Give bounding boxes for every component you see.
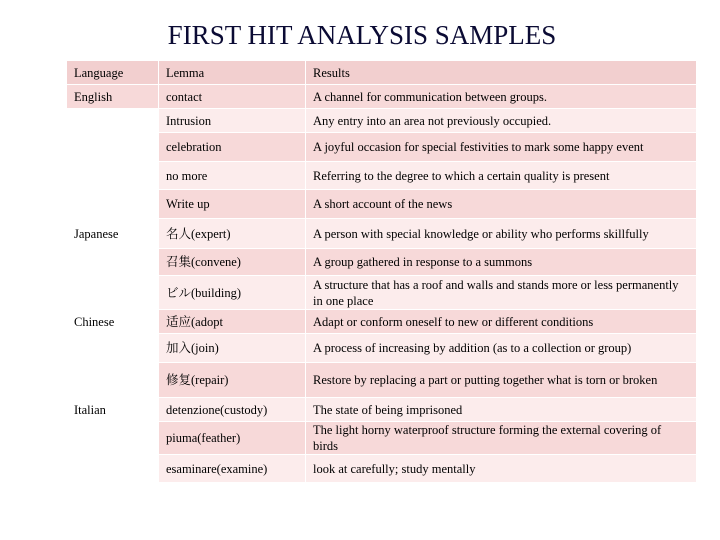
cell-lemma: Write up <box>159 190 306 219</box>
cell-lemma: 名人(expert) <box>159 219 306 249</box>
cell-language <box>67 334 159 363</box>
cell-result: Referring to the degree to which a certain quality is present <box>306 162 697 190</box>
cell-lemma: detenzione(custody) <box>159 398 306 422</box>
cell-lemma: piuma(feather) <box>159 422 306 455</box>
table-row <box>67 276 697 310</box>
cell-language: Chinese <box>67 310 159 334</box>
cell-lemma: esaminare(examine) <box>159 455 306 483</box>
table-header-row <box>67 61 697 85</box>
cell-lemma: 修复(repair) <box>159 363 306 398</box>
cell-language: English <box>67 85 159 109</box>
table-row <box>67 310 697 334</box>
cell-result: Adapt or conform oneself to new or different conditions <box>306 310 697 334</box>
cell-language <box>67 162 159 190</box>
cell-language <box>67 249 159 276</box>
cell-result: The light horny waterproof structure forming the external covering of birds <box>306 422 697 455</box>
table-row <box>67 219 697 249</box>
cell-lemma: 召集(convene) <box>159 249 306 276</box>
table-row <box>67 249 697 276</box>
cell-lemma: ビル(building) <box>159 276 306 310</box>
cell-result: A structure that has a roof and walls and stands more or less permanently in one place <box>306 276 697 310</box>
header-results: Results <box>306 61 697 85</box>
cell-lemma: contact <box>159 85 306 109</box>
page-title: FIRST HIT ANALYSIS SAMPLES <box>167 20 557 50</box>
header-language: Language <box>67 61 159 85</box>
cell-result: A person with special knowledge or ability who performs skillfully <box>306 219 697 249</box>
table-row <box>67 455 697 483</box>
cell-language <box>67 190 159 219</box>
table-row <box>67 133 697 162</box>
table-row <box>67 162 697 190</box>
cell-lemma: celebration <box>159 133 306 162</box>
cell-language: Japanese <box>67 219 159 249</box>
table-row <box>67 398 697 422</box>
cell-result: look at carefully; study mentally <box>306 455 697 483</box>
table-row <box>67 190 697 219</box>
table-row <box>67 363 697 398</box>
cell-result: The state of being imprisoned <box>306 398 697 422</box>
cell-language <box>67 455 159 483</box>
cell-lemma: 加入(join) <box>159 334 306 363</box>
cell-language <box>67 276 159 310</box>
cell-result: A process of increasing by addition (as to a collection or group) <box>306 334 697 363</box>
table-row <box>67 334 697 363</box>
cell-lemma: Intrusion <box>159 109 306 133</box>
results-table <box>66 60 697 483</box>
header-lemma: Lemma <box>159 61 306 85</box>
cell-lemma: no more <box>159 162 306 190</box>
cell-language <box>67 363 159 398</box>
table-row <box>67 422 697 455</box>
cell-result: A group gathered in response to a summons <box>306 249 697 276</box>
cell-result: A channel for communication between groups. <box>306 85 697 109</box>
cell-result: Any entry into an area not previously occupied. <box>306 109 697 133</box>
cell-result: Restore by replacing a part or putting together what is torn or broken <box>306 363 697 398</box>
cell-language: Italian <box>67 398 159 422</box>
cell-lemma: 适应(adopt <box>159 310 306 334</box>
table-row <box>67 85 697 109</box>
cell-language <box>67 133 159 162</box>
cell-language <box>67 422 159 455</box>
cell-result: A joyful occasion for special festivities to mark some happy event <box>306 133 697 162</box>
table-row <box>67 109 697 133</box>
cell-result: A short account of the news <box>306 190 697 219</box>
cell-language <box>67 109 159 133</box>
